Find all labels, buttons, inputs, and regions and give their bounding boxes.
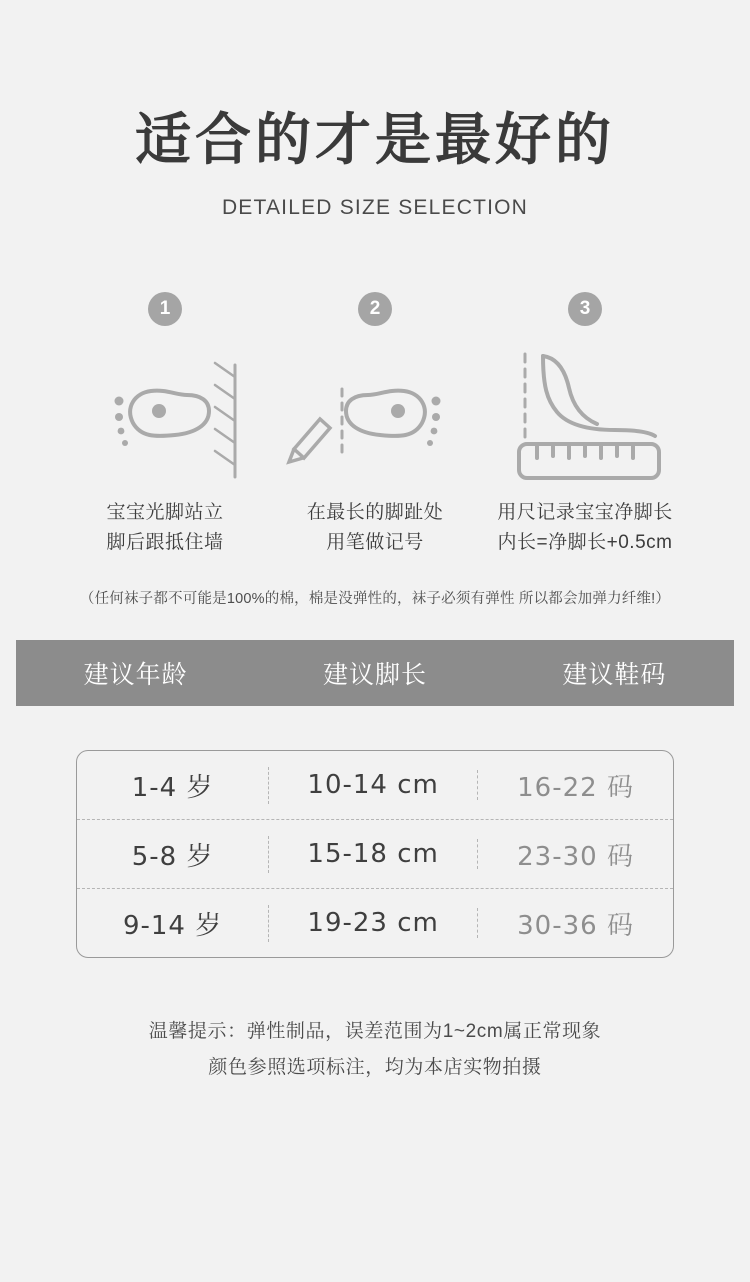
step-3-caption-line2: 内长=净脚长+0.5cm <box>497 531 673 553</box>
footer-note-2: 颜色参照选项标注，均为本店实物拍摄 <box>208 1057 542 1079</box>
step-1-caption-line1: 宝宝光脚站立 <box>106 502 224 524</box>
cell-shoe-size: 23-30 码 <box>517 841 634 872</box>
step-2-number: 2 <box>358 292 392 326</box>
step-2-caption-line2: 用笔做记号 <box>326 531 424 553</box>
footprint-wall-icon <box>60 348 270 498</box>
step-2 <box>270 292 480 557</box>
table-header-shoe-size: 建议鞋码 <box>562 661 667 690</box>
step-3 <box>480 292 690 557</box>
step-3-number: 3 <box>568 292 602 326</box>
step-3-caption-line1: 用尺记录宝宝净脚长 <box>497 502 673 524</box>
table-row <box>77 751 673 819</box>
step-1-caption <box>60 498 270 557</box>
cell-age: 9-14 岁 <box>77 905 269 942</box>
cell-foot-length: 15-18 cm <box>269 839 478 869</box>
cell-shoe-size: 30-36 码 <box>517 910 634 941</box>
table-row <box>77 888 673 957</box>
page-header <box>0 0 750 220</box>
footer-note-1: 温馨提示：弹性制品，误差范围为1~2cm属正常现象 <box>148 1021 602 1043</box>
table-row <box>77 819 673 888</box>
footer-notes <box>0 1014 750 1086</box>
cell-age: 5-8 岁 <box>77 836 269 873</box>
material-note: （任何袜子都不可能是100%的棉，棉是没弹性的，袜子必须有弹性 所以都会加弹力纤维!） <box>79 591 671 608</box>
step-1-number: 1 <box>148 292 182 326</box>
step-3-caption <box>480 498 690 557</box>
page-title: 适合的才是最好的 <box>135 108 615 171</box>
step-2-caption <box>270 498 480 557</box>
page-subtitle: DETAILED SIZE SELECTION <box>221 196 529 220</box>
cell-foot-length: 10-14 cm <box>269 770 478 800</box>
pencil-mark-footprint-icon <box>270 348 480 498</box>
cell-age: 1-4 岁 <box>77 767 269 804</box>
cell-shoe-size: 16-22 码 <box>517 772 634 803</box>
size-table-body <box>76 750 674 958</box>
table-header-foot-length: 建议脚长 <box>322 661 427 690</box>
step-1-caption-line2: 脚后跟抵住墙 <box>106 531 224 553</box>
step-2-caption-line1: 在最长的脚趾处 <box>306 502 444 524</box>
table-header-age: 建议年龄 <box>83 661 188 690</box>
step-1 <box>60 292 270 557</box>
size-table-header <box>16 640 734 706</box>
measure-steps <box>0 292 750 557</box>
cell-foot-length: 19-23 cm <box>269 908 478 938</box>
foot-ruler-measure-icon <box>480 348 690 498</box>
